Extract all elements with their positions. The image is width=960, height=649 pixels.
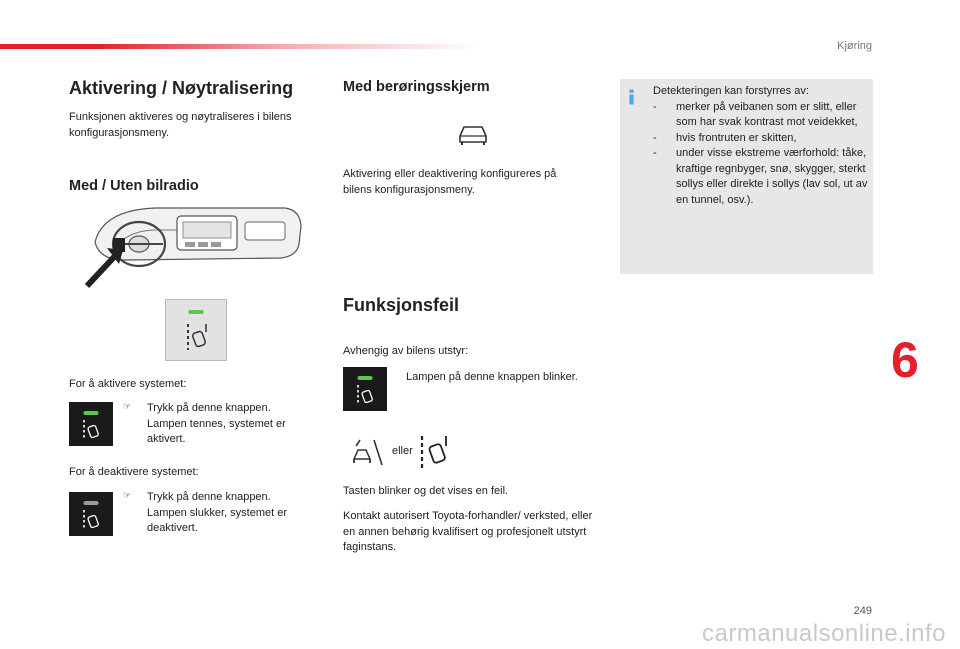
- dashboard-illustration: [85, 200, 305, 290]
- button-blink-image: [343, 367, 387, 411]
- header-accent-bar: [0, 44, 480, 49]
- list-item: - merker på veibanen som er slitt, eller som har svak kontrast mot veidekket,: [653, 100, 858, 128]
- intro-text: Funksjonen aktiveres og nøytraliseres i bilens konfigurasjonsmeny.: [69, 111, 292, 139]
- watermark: carmanualsonline.info: [702, 620, 946, 647]
- button-off-image: [69, 492, 113, 536]
- chapter-number: 6: [891, 332, 919, 388]
- subtitle-radio: Med / Uten bilradio: [69, 178, 199, 194]
- lane-assist-icon: [81, 509, 101, 531]
- touchscreen-text: Aktivering eller deaktivering konfigureres på bilens konfigurasjonsmeny.: [343, 168, 557, 196]
- fault-title: Funksjonsfeil: [343, 295, 460, 315]
- lane-assist-icon: [355, 384, 375, 406]
- lamp-off-indicator: [84, 501, 99, 505]
- info-intro: Detekteringen kan forstyrres av:: [653, 85, 809, 97]
- lamp-indicator: [189, 310, 204, 314]
- contact-text: Kontakt autorisert Toyota-forhandler/ verksted, eller en annen behørig kvalifisert og profesjonelt utstyrt faginstans.: [343, 510, 593, 553]
- lamp-on-indicator: [84, 411, 99, 415]
- key-blinks-text: Tasten blinker og det vises en feil.: [343, 485, 509, 497]
- lane-departure-warning-icon: [350, 437, 384, 467]
- lamp-blinks-text: Lampen på denne knappen blinker.: [406, 371, 578, 383]
- lane-assist-icon: [81, 419, 101, 441]
- switch-image: [165, 299, 227, 361]
- section-label: Kjøring: [837, 40, 872, 52]
- page-title: Aktivering / Nøytralisering: [69, 78, 294, 98]
- button-on-image: [69, 402, 113, 446]
- lamp-blink-indicator: [358, 376, 373, 380]
- activate-bullet: ☞ Trykk på denne knappen. Lampen tennes, systemet er aktivert.: [123, 401, 308, 448]
- or-text: eller: [392, 445, 413, 457]
- depends-text: Avhengig av bilens utstyr:: [343, 345, 469, 357]
- info-list: [653, 84, 869, 208]
- deactivate-bullet: ☞ Trykk på denne knappen. Lampen slukker, systemet er deaktivert.: [123, 490, 308, 537]
- list-item: - under visse ekstreme værforhold: tåke, kraftige regnbyger, snø, skygger, sterkt sollys eller direkte i sollys (lav sol, ut av en tunnel, osv.).: [653, 147, 868, 206]
- page-number: 249: [853, 605, 872, 617]
- pointer-icon: ☞: [123, 490, 132, 500]
- info-icon: [629, 88, 634, 106]
- pointer-icon: ☞: [123, 401, 132, 411]
- list-item: - hvis frontruten er skitten,: [653, 131, 797, 144]
- deactivate-label: For å deaktivere systemet:: [69, 466, 199, 478]
- info-box: [620, 79, 873, 274]
- car-settings-icon: [456, 122, 490, 146]
- activate-label: For å aktivere systemet:: [69, 378, 187, 390]
- lane-assist-icon: [184, 322, 210, 352]
- lane-assist-large-icon: [418, 434, 452, 470]
- touchscreen-title: Med berøringsskjerm: [343, 79, 490, 95]
